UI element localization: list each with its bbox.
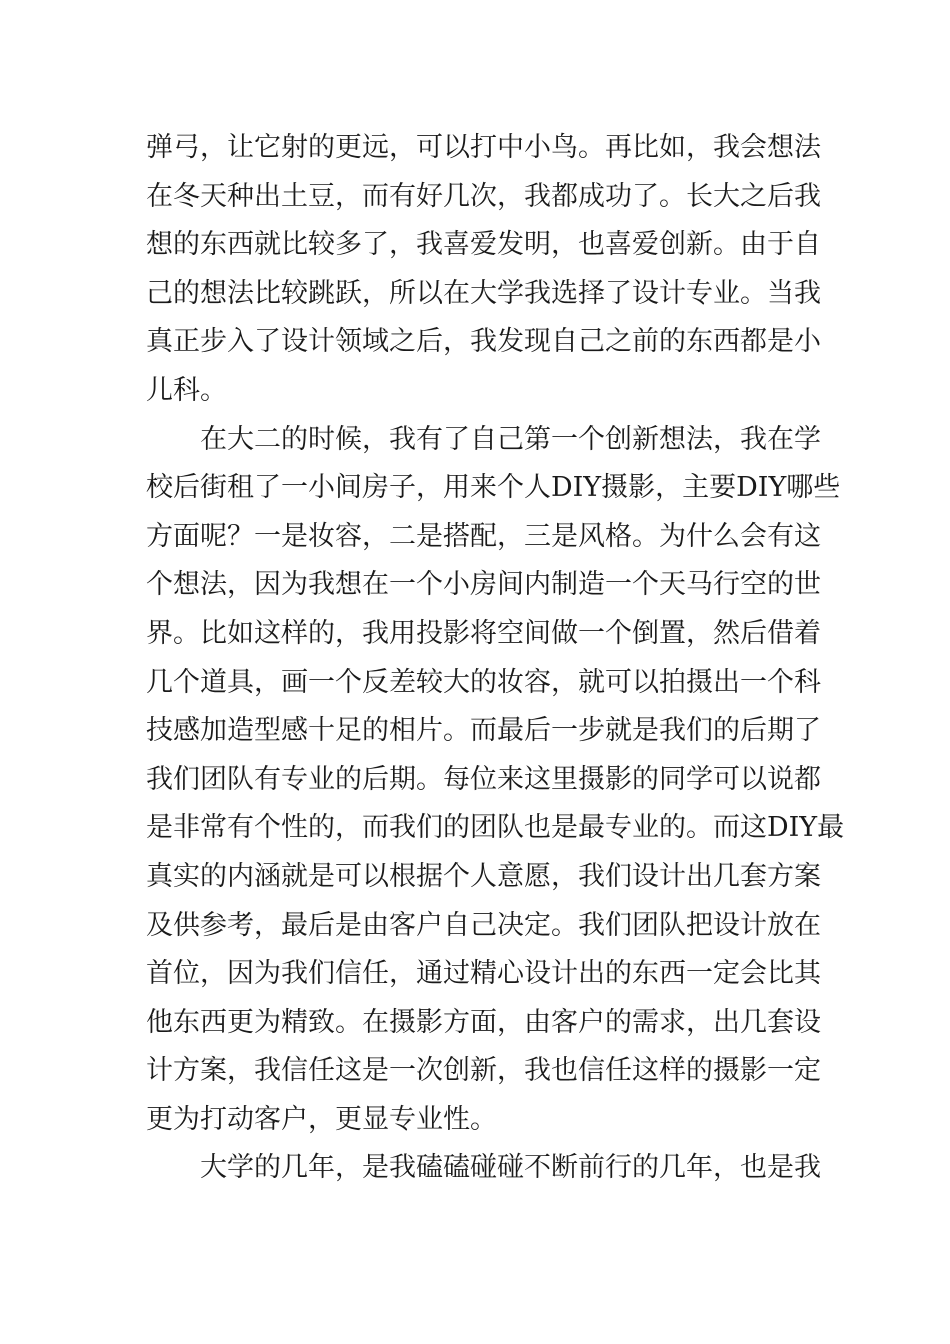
text-line: 几个道具，画一个反差较大的妆容，就可以拍摄出一个科 bbox=[146, 666, 821, 698]
text-line: 真实的内涵就是可以根据个人意愿，我们设计出几套方案 bbox=[146, 860, 821, 892]
text-line: 计方案，我信任这是一次创新，我也信任这样的摄影一定 bbox=[146, 1055, 821, 1087]
body-text bbox=[146, 124, 845, 1193]
text-line: 更为打动客户，更显专业性。 bbox=[146, 1103, 497, 1135]
text-line: 想的东西就比较多了，我喜爱发明，也喜爱创新。由于自 bbox=[146, 229, 821, 261]
text-line: 方面呢？一是妆容，二是搭配，三是风格。为什么会有这 bbox=[146, 520, 821, 552]
text-line: 首位，因为我们信任，通过精心设计出的东西一定会比其 bbox=[146, 958, 821, 990]
text-line: 及供参考，最后是由客户自己决定。我们团队把设计放在 bbox=[146, 909, 821, 941]
paragraph bbox=[146, 1144, 821, 1193]
text-line: 在冬天种出土豆，而有好几次，我都成功了。长大之后我 bbox=[146, 180, 821, 212]
text-line: 在大二的时候，我有了自己第一个创新想法，我在学 bbox=[200, 423, 821, 455]
text-line: 我们团队有专业的后期。每位来这里摄影的同学可以说都 bbox=[146, 763, 821, 795]
paragraph bbox=[146, 124, 821, 416]
text-line: 真正步入了设计领域之后，我发现自己之前的东西都是小 bbox=[146, 326, 821, 358]
text-line: 校后街租了一小间房子，用来个人DIY摄影，主要DIY哪些 bbox=[146, 472, 841, 504]
text-line: 己的想法比较跳跃，所以在大学我选择了设计专业。当我 bbox=[146, 277, 821, 309]
text-line: 个想法，因为我想在一个小房间内制造一个天马行空的世 bbox=[146, 569, 821, 601]
text-line: 大学的几年，是我磕磕碰碰不断前行的几年，也是我 bbox=[200, 1152, 821, 1184]
text-line: 界。比如这样的，我用投影将空间做一个倒置，然后借着 bbox=[146, 617, 821, 649]
text-line: 他东西更为精致。在摄影方面，由客户的需求，出几套设 bbox=[146, 1006, 821, 1038]
text-line: 儿科。 bbox=[146, 374, 227, 406]
text-line: 技感加造型感十足的相片。而最后一步就是我们的后期了 bbox=[146, 715, 821, 747]
paragraph bbox=[146, 416, 845, 1145]
text-line: 弹弓，让它射的更远，可以打中小鸟。再比如，我会想法 bbox=[146, 132, 821, 163]
text-line: 是非常有个性的，而我们的团队也是最专业的。而这DIY最 bbox=[146, 812, 845, 844]
